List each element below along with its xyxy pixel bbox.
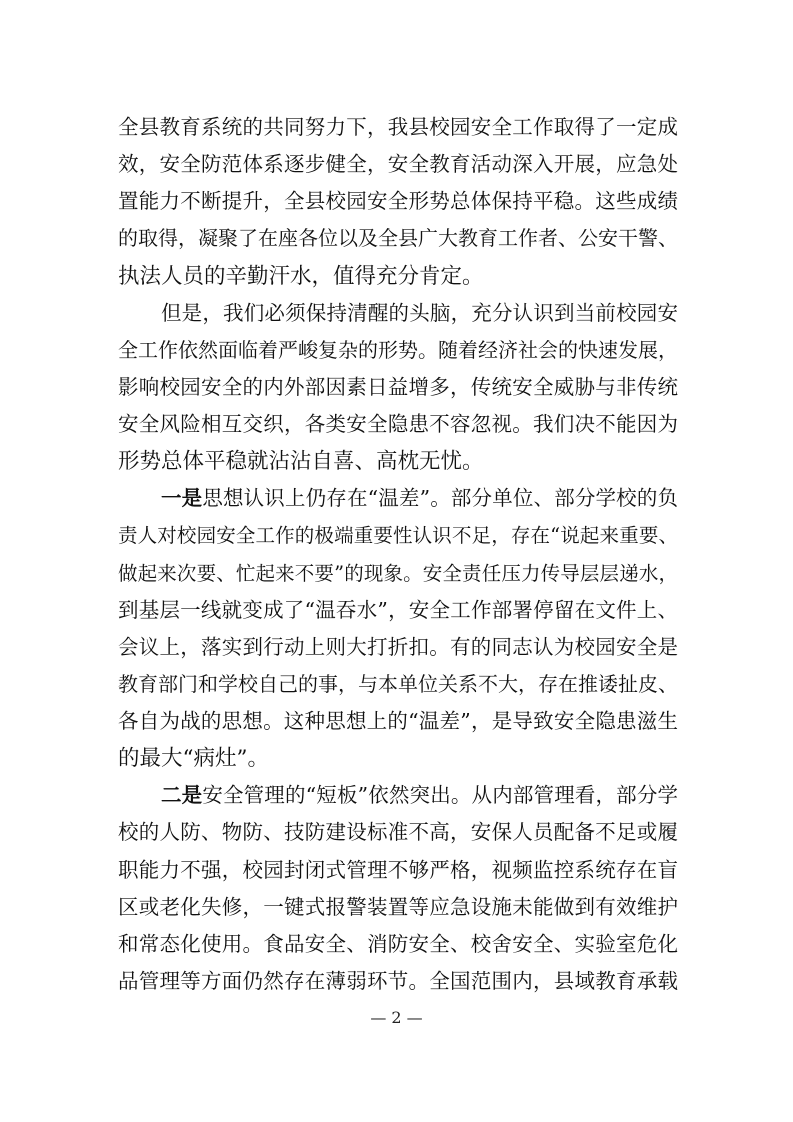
text-line xyxy=(118,777,678,814)
page-number: — 2 — xyxy=(370,1008,423,1027)
text-line: 影响校园安全的内外部因素日益增多，传统安全威胁与非传统 xyxy=(118,374,678,399)
paragraph-lead: 一是 xyxy=(161,486,203,511)
text-line: 和常态化使用。食品安全、消防安全、校舍安全、实验室危化 xyxy=(118,931,678,956)
text-line: 安全风险相互交织，各类安全隐患不容忽视。我们决不能因为 xyxy=(118,412,678,436)
text-line: 形势总体平稳就沾沾自喜、高枕无忧。 xyxy=(118,449,484,475)
text-line: 全县教育系统的共同努力下，我县校园安全工作取得了一定成 xyxy=(118,115,678,139)
text-line: 各自为战的思想。这种思想上的“温差”，是导致安全隐患滋生 xyxy=(118,709,678,733)
text-line: 执法人员的辛勤汗水，值得充分肯定。 xyxy=(118,263,484,289)
text-line: 但是，我们必须保持清醒的头脑，充分认识到当前校园安 xyxy=(161,300,678,325)
text-line: 会议上，落实到行动上则大打折扣。有的同志认为校园安全是 xyxy=(118,634,678,659)
text-line: 全工作依然面临着严峻复杂的形势。随着经济社会的快速发展， xyxy=(118,337,678,362)
text-run: 安全管理的“短板”依然突出。从内部管理看，部分学 xyxy=(202,783,678,808)
text-line: 效，安全防范体系逐步健全，安全教育活动深入开展，应急处 xyxy=(118,152,678,177)
text-line: 职能力不强，校园封闭式管理不够严格，视频监控系统存在盲 xyxy=(118,857,678,882)
text-line xyxy=(118,480,678,517)
text-line: 的取得，凝聚了在座各位以及全县广大教育工作者、公安干警、 xyxy=(118,226,678,251)
text-line: 置能力不断提升，全县校园安全形势总体保持平稳。这些成绩 xyxy=(118,189,678,214)
text-line: 做起来次要、忙起来不要”的现象。安全责任压力传导层层递水， xyxy=(118,561,678,585)
text-line: 教育部门和学校自己的事，与本单位关系不大，存在推诿扯皮、 xyxy=(118,671,678,696)
text-line: 责人对校园安全工作的极端重要性认识不足，存在“说起来重要、 xyxy=(118,524,678,548)
text-line: 到基层一线就变成了“温吞水”，安全工作部署停留在文件上、 xyxy=(118,597,678,622)
text-line: 区或老化失修，一键式报警装置等应急设施未能做到有效维护 xyxy=(118,894,678,919)
paragraph-lead: 二是 xyxy=(161,783,203,808)
text-line: 校的人防、物防、技防建设标准不高，安保人员配备不足或履 xyxy=(118,820,678,845)
text-line: 品管理等方面仍然存在薄弱环节。全国范围内，县域教育承载 xyxy=(118,968,678,993)
text-run: 思想认识上仍存在“温差”。部分单位、部分学校的负 xyxy=(202,486,678,511)
text-line: 的最大“病灶”。 xyxy=(118,746,269,772)
